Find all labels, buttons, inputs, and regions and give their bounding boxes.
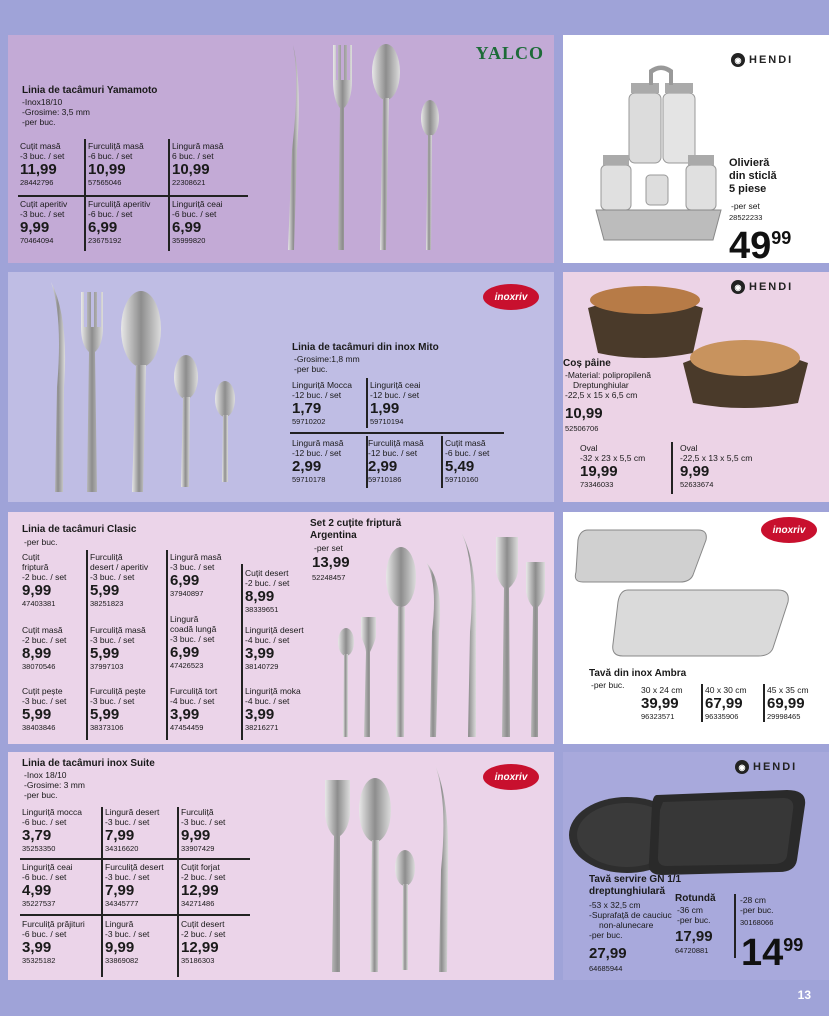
mito-panel xyxy=(8,272,554,502)
item-code: 59710202 xyxy=(292,417,326,426)
item-code: 73346033 xyxy=(580,480,614,489)
price-cell xyxy=(580,443,645,489)
ambra-title: Tavă din inox Ambra xyxy=(589,668,687,679)
tava-gn-code: 64685944 xyxy=(589,964,623,973)
clasic-set-title: Set 2 cuțite friptură Argentina xyxy=(310,518,402,541)
hendi-icon: ◉ xyxy=(731,53,745,67)
price-cell xyxy=(22,807,82,853)
item-code: 35325182 xyxy=(22,956,56,965)
item-price: 6,99 xyxy=(172,219,202,236)
divider xyxy=(671,442,673,494)
price-cell xyxy=(20,141,64,187)
item-price: 7,99 xyxy=(105,882,135,899)
oliviera-panel xyxy=(563,35,829,263)
price-cell xyxy=(170,614,216,670)
yamamoto-specs: -Inox18/10 -Grosime: 3,5 mm -per buc. xyxy=(22,97,91,127)
item-price: 7,99 xyxy=(105,827,135,844)
item-label: Furculiță desert -3 buc. / set xyxy=(105,862,164,882)
item-price: 9,99 xyxy=(680,463,710,480)
item-label: Furculiță -3 buc. / set xyxy=(181,807,226,827)
item-label: Furculiță desert / aperitiv -3 buc. / set xyxy=(90,552,149,582)
item-price: 1,79 xyxy=(292,400,322,417)
item-price: 1,99 xyxy=(370,400,400,417)
item-label: Cuțit desert -2 buc. / set xyxy=(181,919,226,939)
item-code: 38140729 xyxy=(245,662,279,671)
mic-code: 30168066 xyxy=(740,918,774,927)
item-price: 5,99 xyxy=(90,706,120,723)
item-price: 5,99 xyxy=(90,582,120,599)
item-label: Furculiță tort -4 buc. / set xyxy=(170,686,218,706)
item-code: 37997103 xyxy=(90,662,124,671)
item-code: 59710160 xyxy=(445,475,479,484)
item-label: Lingură coadă lungă -3 buc. / set xyxy=(170,614,217,644)
divider xyxy=(86,550,88,740)
cos-price: 10,99 xyxy=(565,405,603,422)
item-label: Furculiță masă -6 buc. / set xyxy=(88,141,144,161)
clasic-spec: -per buc. xyxy=(24,537,58,547)
divider xyxy=(177,807,179,977)
item-label: Linguriță desert -4 buc. / set xyxy=(245,625,304,645)
price-cell xyxy=(705,685,747,721)
item-price: 6,99 xyxy=(170,644,200,661)
item-code: 35186303 xyxy=(181,956,215,965)
tava-gn-specs: -53 x 32,5 cm -Suprafață de cauciuc non-alunecare -per buc. xyxy=(589,900,672,940)
item-label: Oval -22,5 x 13 x 5,5 cm xyxy=(680,443,753,463)
divider xyxy=(20,914,250,916)
price-cell xyxy=(445,438,489,484)
divider xyxy=(18,195,248,197)
oliviera-price: 4999 xyxy=(729,225,792,263)
hendi-icon: ◉ xyxy=(731,280,745,294)
ambra-panel xyxy=(563,512,829,744)
price-cell xyxy=(292,380,352,426)
price-cell xyxy=(292,438,344,484)
item-label: Cuțit pește -3 buc. / set xyxy=(22,686,67,706)
item-code: 35227537 xyxy=(22,899,56,908)
item-label: Cuțit masă -3 buc. / set xyxy=(20,141,65,161)
item-label: Cuțit masă -2 buc. / set xyxy=(22,625,67,645)
price-cell xyxy=(170,686,217,732)
item-price: 2,99 xyxy=(292,458,322,475)
item-label: Linguriță Mocca -12 buc. / set xyxy=(292,380,353,400)
item-label: 40 x 30 cm xyxy=(705,685,747,695)
mic-specs: -28 cm -per buc. xyxy=(740,895,774,915)
price-cell xyxy=(368,438,424,484)
oliviera-spec: -per set xyxy=(731,201,760,211)
hendi-logo: ◉ HENDI xyxy=(735,760,797,774)
suite-cutlery-image xyxy=(320,760,460,975)
divider xyxy=(20,858,250,860)
item-code: 70464094 xyxy=(20,236,54,245)
mito-cutlery-image xyxy=(33,277,258,497)
item-price: 12,99 xyxy=(181,882,219,899)
item-price: 3,79 xyxy=(22,827,52,844)
mito-specs: -Grosime:1,8 mm -per buc. xyxy=(294,354,360,374)
inoxriv-logo: inoxriv xyxy=(483,284,539,310)
item-label: Furculiță masă -12 buc. / set xyxy=(368,438,424,458)
price-cell xyxy=(767,685,809,721)
item-label: Cuțit aperitiv -3 buc. / set xyxy=(20,199,68,219)
cos-specs: -Material: polipropilenă Dreptunghiular -22,5 x 15 x 6,5 cm xyxy=(565,370,651,400)
item-code: 47403381 xyxy=(22,599,56,608)
item-code: 59710178 xyxy=(292,475,326,484)
price-cell xyxy=(90,686,146,732)
mic-price: 1499 xyxy=(741,932,804,974)
item-price: 19,99 xyxy=(580,463,618,480)
divider xyxy=(166,550,168,740)
hendi-logo: ◉ HENDI xyxy=(731,53,793,67)
price-cell xyxy=(105,807,159,853)
item-code: 35253350 xyxy=(22,844,56,853)
price-cell xyxy=(172,141,224,187)
item-price: 4,99 xyxy=(22,882,52,899)
price-cell xyxy=(680,443,752,489)
item-price: 3,99 xyxy=(22,939,52,956)
item-code: 38373106 xyxy=(90,723,124,732)
item-label: Lingură desert -3 buc. / set xyxy=(105,807,160,827)
item-code: 47426523 xyxy=(170,661,204,670)
item-code: 33907429 xyxy=(181,844,215,853)
price-cell xyxy=(22,552,66,608)
item-price: 3,99 xyxy=(245,645,275,662)
item-price: 9,99 xyxy=(22,582,52,599)
item-price: 3,99 xyxy=(245,706,275,723)
item-code: 38403846 xyxy=(22,723,56,732)
item-label: Cuțit friptură -2 buc. / set xyxy=(22,552,67,582)
tava-gn-title: Tavă servire GN 1/1 dreptunghiulară xyxy=(589,874,682,897)
item-code: 47454459 xyxy=(170,723,204,732)
rotunda-specs: -36 cm -per buc. xyxy=(677,905,711,925)
item-label: Oval -32 x 23 x 5,5 cm xyxy=(580,443,646,463)
item-code: 34316620 xyxy=(105,844,139,853)
price-cell xyxy=(22,625,66,671)
divider xyxy=(763,684,765,722)
price-cell xyxy=(245,686,301,732)
item-label: Lingură masă -12 buc. / set xyxy=(292,438,344,458)
hendi-logo: ◉ HENDI xyxy=(731,280,793,294)
item-label: Cuțit desert -2 buc. / set xyxy=(245,568,290,588)
cos-panel xyxy=(563,272,829,502)
item-price: 9,99 xyxy=(105,939,135,956)
suite-title: Linia de tacâmuri inox Suite xyxy=(22,758,155,769)
page-number: 13 xyxy=(797,988,811,1002)
item-price: 8,99 xyxy=(22,645,52,662)
divider xyxy=(441,436,443,488)
item-price: 10,99 xyxy=(172,161,210,178)
price-cell xyxy=(22,686,66,732)
item-code: 29998465 xyxy=(767,712,801,721)
item-code: 28442796 xyxy=(20,178,54,187)
tava-gn-image xyxy=(567,780,817,880)
yamamoto-panel xyxy=(8,35,554,263)
clasic-panel xyxy=(8,512,554,744)
item-code: 59710186 xyxy=(368,475,402,484)
item-code: 34271486 xyxy=(181,899,215,908)
divider xyxy=(290,432,504,434)
inoxriv-logo: inoxriv xyxy=(483,764,539,790)
item-code: 52633674 xyxy=(680,480,714,489)
item-price: 6,99 xyxy=(170,572,200,589)
oliviera-code: 28522233 xyxy=(729,213,763,222)
item-label: Furculiță prăjituri -6 buc. / set xyxy=(22,919,85,939)
item-label: 45 x 35 cm xyxy=(767,685,809,695)
item-label: Furculiță masă -3 buc. / set xyxy=(90,625,146,645)
price-cell xyxy=(22,919,85,965)
mito-title: Linia de tacâmuri din inox Mito xyxy=(292,342,439,353)
item-label: Linguriță ceai -6 buc. / set xyxy=(172,199,223,219)
divider xyxy=(241,564,243,740)
item-code: 59710194 xyxy=(370,417,404,426)
item-price: 9,99 xyxy=(20,219,50,236)
item-label: Linguriță ceai -6 buc. / set xyxy=(22,862,73,882)
price-cell xyxy=(22,862,73,908)
price-cell xyxy=(245,568,289,614)
item-price: 9,99 xyxy=(181,827,211,844)
item-label: Lingură masă -3 buc. / set xyxy=(170,552,222,572)
item-label: Furculiță aperitiv -6 buc. / set xyxy=(88,199,151,219)
item-code: 38251823 xyxy=(90,599,124,608)
clasic-title: Linia de tacâmuri Clasic xyxy=(22,524,137,535)
ambra-spec: -per buc. xyxy=(591,680,625,690)
yamamoto-title: Linia de tacâmuri Yamamoto xyxy=(22,85,158,96)
item-price: 69,99 xyxy=(767,695,805,712)
item-price: 5,49 xyxy=(445,458,475,475)
item-label: Linguriță mocca -6 buc. / set xyxy=(22,807,83,827)
item-code: 96323571 xyxy=(641,712,675,721)
item-price: 8,99 xyxy=(245,588,275,605)
item-price: 11,99 xyxy=(20,161,57,178)
divider xyxy=(701,684,703,722)
item-code: 37940897 xyxy=(170,589,204,598)
item-code: 96335906 xyxy=(705,712,739,721)
divider xyxy=(366,436,368,488)
item-label: Furculiță pește -3 buc. / set xyxy=(90,686,146,706)
divider xyxy=(366,378,368,428)
clasic-set-spec: -per set xyxy=(314,543,343,553)
item-price: 6,99 xyxy=(88,219,118,236)
price-cell xyxy=(20,199,67,245)
divider xyxy=(734,894,736,958)
item-label: Lingură -3 buc. / set xyxy=(105,919,150,939)
suite-panel xyxy=(8,752,554,980)
item-label: 30 x 24 cm xyxy=(641,685,683,695)
item-label: Cuțit forjat -2 buc. / set xyxy=(181,862,226,882)
suite-specs: -Inox 18/10 -Grosime: 3 mm -per buc. xyxy=(24,770,85,800)
item-code: 22308621 xyxy=(172,178,206,187)
item-label: Linguriță moka -4 buc. / set xyxy=(245,686,301,706)
price-cell xyxy=(105,862,164,908)
item-price: 3,99 xyxy=(170,706,200,723)
rotunda-code: 64720881 xyxy=(675,946,709,955)
price-cell xyxy=(181,919,225,965)
item-price: 10,99 xyxy=(88,161,126,178)
divider xyxy=(101,807,103,977)
clasic-set-code: 52248457 xyxy=(312,573,346,582)
item-price: 2,99 xyxy=(368,458,398,475)
price-cell xyxy=(181,807,225,853)
oliviera-image xyxy=(591,65,726,250)
item-code: 38339651 xyxy=(245,605,279,614)
price-cell xyxy=(170,552,222,598)
item-label: Cuțit masă -6 buc. / set xyxy=(445,438,490,458)
cos-title: Coș pâine xyxy=(563,358,611,369)
item-price: 12,99 xyxy=(181,939,219,956)
price-cell xyxy=(88,141,144,187)
item-code: 38070546 xyxy=(22,662,56,671)
item-label: Linguriță ceai -12 buc. / set xyxy=(370,380,421,400)
item-price: 5,99 xyxy=(90,645,120,662)
item-code: 38216271 xyxy=(245,723,279,732)
price-cell xyxy=(370,380,421,426)
item-price: 39,99 xyxy=(641,695,679,712)
inoxriv-logo: inoxriv xyxy=(761,517,817,543)
item-code: 35999820 xyxy=(172,236,206,245)
price-cell xyxy=(105,919,149,965)
price-cell xyxy=(641,685,683,721)
price-cell xyxy=(181,862,225,908)
rotunda-price: 17,99 xyxy=(675,928,713,945)
hendi-icon: ◉ xyxy=(735,760,749,774)
price-cell xyxy=(172,199,223,245)
oliviera-title: Olivieră din sticlă 5 piese xyxy=(729,157,777,195)
price-cell xyxy=(245,625,304,671)
clasic-cutlery-image xyxy=(326,522,554,740)
price-cell xyxy=(88,199,150,245)
item-code: 23675192 xyxy=(88,236,122,245)
cos-code: 52506706 xyxy=(565,424,599,433)
item-price: 67,99 xyxy=(705,695,743,712)
tava-gn-panel xyxy=(563,752,829,980)
price-cell xyxy=(90,552,148,608)
tava-gn-price: 27,99 xyxy=(589,945,627,962)
ambra-trays-image xyxy=(568,520,798,660)
rotunda-title: Rotundă xyxy=(675,893,716,904)
clasic-set-price: 13,99 xyxy=(312,554,350,571)
item-price: 5,99 xyxy=(22,706,52,723)
item-label: Lingură masă 6 buc. / set xyxy=(172,141,224,161)
item-code: 33869082 xyxy=(105,956,139,965)
item-code: 34345777 xyxy=(105,899,139,908)
yamamoto-cutlery-image xyxy=(278,40,458,260)
yalco-logo: YALCO xyxy=(475,43,544,63)
item-code: 57565046 xyxy=(88,178,122,187)
price-cell xyxy=(90,625,146,671)
